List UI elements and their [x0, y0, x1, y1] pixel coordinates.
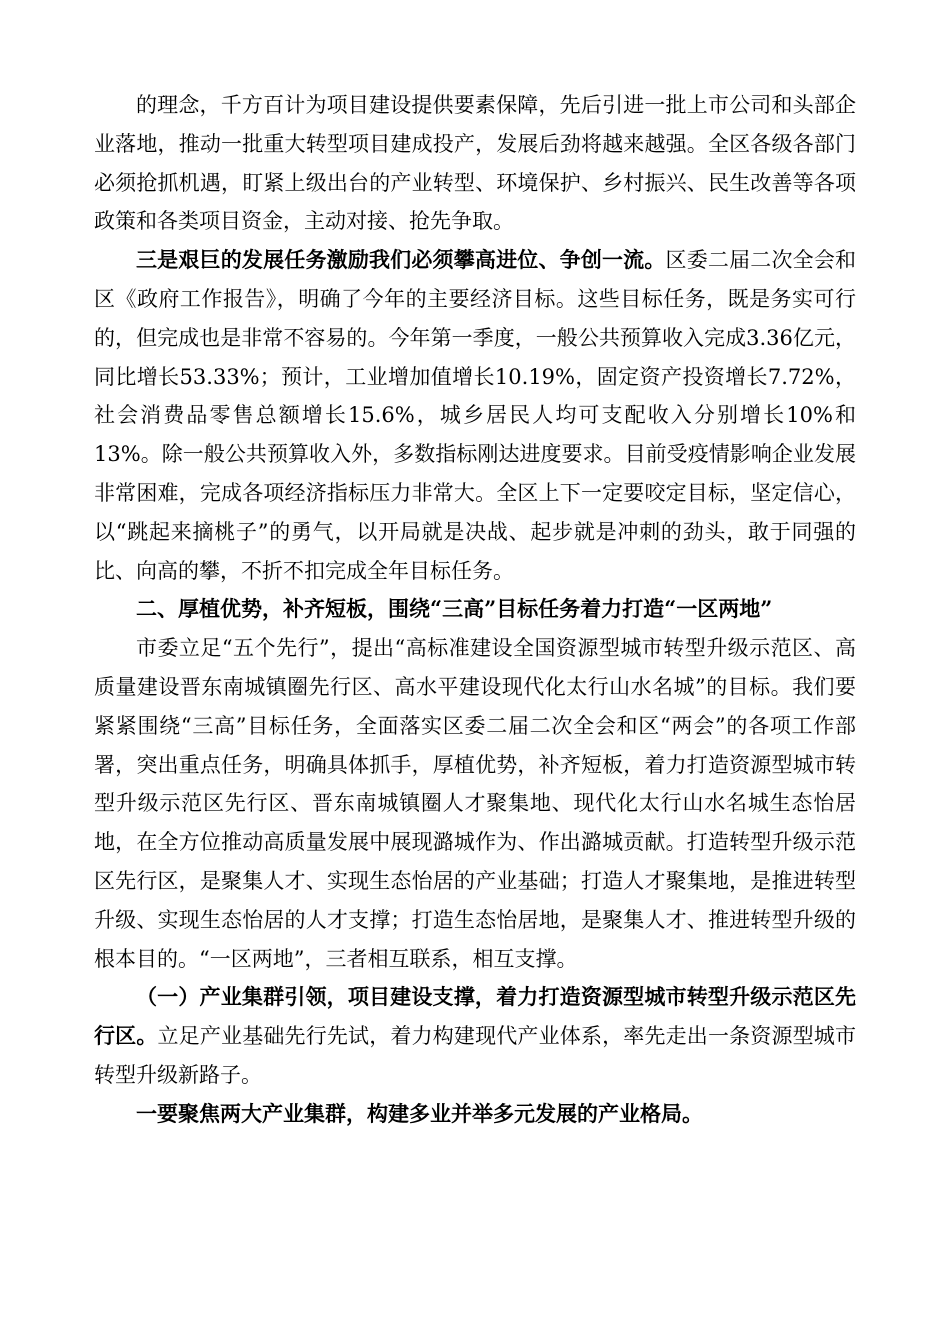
paragraph: [94, 978, 856, 1094]
document-body: [94, 86, 856, 1134]
paragraph-text: 区委二届二次全会和区《政府工作报告》，明确了今年的主要经济目标。这些目标任务，既是务实可行的，但完成也是非常不容易的。今年第一季度，一般公共预算收入完成3.36亿元，同比增长53.33%；预计，工业增加值增长10.19%，固定资产投资增长7.72%，社会消费品零售总额增长15.6%，城乡居民人均可支配收入分别增长10%和13%。除一般公共预算收入外，多数指标刚达进度要求。目前受疫情影响企业发展非常困难，完成各项经济指标压力非常大。全区上下一定要咬定目标，坚定信心，以“跳起来摘桃子”的勇气，以开局就是决战、起步就是冲刺的劲头，敢于同强的比、向高的攀，不折不扣完成全年目标任务。: [94, 248, 857, 583]
paragraph-lead: 三是艰巨的发展任务激励我们必须攀高进位、争创一流。: [136, 247, 666, 273]
paragraph-lead: 一要聚焦两大产业集群，构建多业并举多元发展的产业格局。: [136, 1100, 703, 1126]
paragraph: [94, 629, 856, 978]
section-heading: 二、厚植优势，补齐短板，围绕“三高”目标任务着力打造“一区两地”: [136, 596, 773, 622]
paragraph-text: 的理念，千方百计为项目建设提供要素保障，先后引进一批上市公司和头部企业落地，推动一批重大转型项目建成投产，发展后劲将越来越强。全区各级各部门必须抢抓机遇，盯紧上级出台的产业转型、环境保护、乡村振兴、民生改善等各项政策和各类项目资金，主动对接、抢先争取。: [94, 93, 856, 234]
paragraph: [94, 241, 856, 590]
paragraph-lead: （一）产业集群引领，项目建设支撑，着力打造资源型城市转型升级示范区先行区。: [94, 984, 856, 1049]
paragraph: [94, 1095, 856, 1134]
paragraph: [94, 86, 856, 241]
paragraph-text: 立足产业基础先行先试，着力构建现代产业体系，率先走出一条资源型城市转型升级新路子。: [94, 1024, 856, 1087]
paragraph-text: 市委立足“五个先行”，提出“高标准建设全国资源型城市转型升级示范区、高质量建设晋东南城镇圈先行区、高水平建设现代化太行山水名城”的目标。我们要紧紧围绕“三高”目标任务，全面落实区委二届二次全会和区“两会”的各项工作部署，突出重点任务，明确具体抓手，厚植优势，补齐短板，着力打造资源型城市转型升级示范区先行区、晋东南城镇圈人才聚集地、现代化太行山水名城生态怡居地，在全方位推动高质量发展中展现潞城作为、作出潞城贡献。打造转型升级示范区先行区，是聚集人才、实现生态怡居的产业基础；打造人才聚集地，是推进转型升级、实现生态怡居的人才支撑；打造生态怡居地，是聚集人才、推进转型升级的根本目的。“一区两地”，三者相互联系，相互支撑。: [94, 636, 856, 971]
